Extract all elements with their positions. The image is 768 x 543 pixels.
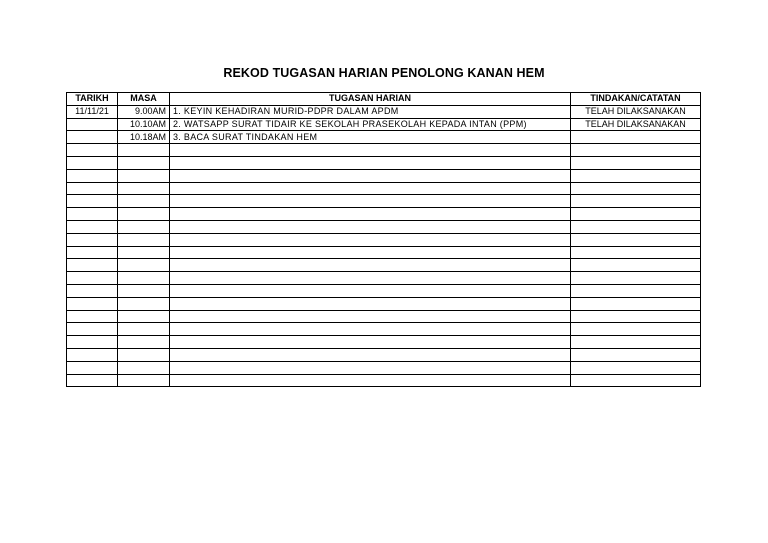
cell-date bbox=[67, 259, 118, 272]
table-row bbox=[67, 246, 701, 259]
table-row bbox=[67, 233, 701, 246]
cell-time: 10.18AM bbox=[118, 131, 170, 144]
task-log-table bbox=[66, 92, 701, 387]
table-row bbox=[67, 310, 701, 323]
cell-time bbox=[118, 323, 170, 336]
cell-date bbox=[67, 310, 118, 323]
cell-task bbox=[170, 156, 571, 169]
cell-date: 11/11/21 bbox=[67, 105, 118, 118]
cell-note bbox=[571, 284, 701, 297]
cell-date bbox=[67, 297, 118, 310]
cell-time bbox=[118, 220, 170, 233]
table-row bbox=[67, 156, 701, 169]
table-row bbox=[67, 195, 701, 208]
table-row bbox=[67, 259, 701, 272]
cell-task bbox=[170, 348, 571, 361]
header-date: TARIKH bbox=[67, 93, 118, 106]
cell-time bbox=[118, 156, 170, 169]
cell-task bbox=[170, 272, 571, 285]
table-row bbox=[67, 105, 701, 118]
cell-time bbox=[118, 182, 170, 195]
cell-note bbox=[571, 374, 701, 387]
cell-task bbox=[170, 284, 571, 297]
table-row bbox=[67, 272, 701, 285]
cell-note bbox=[571, 323, 701, 336]
cell-date bbox=[67, 323, 118, 336]
header-note: TINDAKAN/CATATAN bbox=[571, 93, 701, 106]
table-row bbox=[67, 169, 701, 182]
cell-date bbox=[67, 361, 118, 374]
table-row bbox=[67, 323, 701, 336]
cell-task bbox=[170, 233, 571, 246]
cell-date bbox=[67, 195, 118, 208]
cell-time: 10.10AM bbox=[118, 118, 170, 131]
cell-time bbox=[118, 374, 170, 387]
cell-date bbox=[67, 182, 118, 195]
cell-time bbox=[118, 336, 170, 349]
cell-task: 3. BACA SURAT TINDAKAN HEM bbox=[170, 131, 571, 144]
cell-note bbox=[571, 310, 701, 323]
cell-date bbox=[67, 246, 118, 259]
cell-date bbox=[67, 156, 118, 169]
cell-task bbox=[170, 195, 571, 208]
cell-date bbox=[67, 272, 118, 285]
cell-note bbox=[571, 195, 701, 208]
cell-note bbox=[571, 144, 701, 157]
cell-task bbox=[170, 208, 571, 221]
cell-task bbox=[170, 259, 571, 272]
header-time: MASA bbox=[118, 93, 170, 106]
table-row bbox=[67, 297, 701, 310]
cell-time bbox=[118, 195, 170, 208]
table-row bbox=[67, 144, 701, 157]
cell-task bbox=[170, 182, 571, 195]
cell-time bbox=[118, 361, 170, 374]
cell-task bbox=[170, 220, 571, 233]
cell-note bbox=[571, 348, 701, 361]
cell-date bbox=[67, 169, 118, 182]
cell-note bbox=[571, 361, 701, 374]
cell-time bbox=[118, 272, 170, 285]
cell-time bbox=[118, 348, 170, 361]
cell-date bbox=[67, 220, 118, 233]
cell-note bbox=[571, 131, 701, 144]
cell-note bbox=[571, 297, 701, 310]
cell-task: 1. KEYIN KEHADIRAN MURID-PDPR DALAM APDM bbox=[170, 105, 571, 118]
cell-time bbox=[118, 259, 170, 272]
cell-note bbox=[571, 169, 701, 182]
cell-date bbox=[67, 131, 118, 144]
cell-date bbox=[67, 208, 118, 221]
cell-note bbox=[571, 246, 701, 259]
document-title: REKOD TUGASAN HARIAN PENOLONG KANAN HEM bbox=[223, 66, 545, 80]
table-row bbox=[67, 182, 701, 195]
header-task: TUGASAN HARIAN bbox=[170, 93, 571, 106]
cell-note bbox=[571, 259, 701, 272]
cell-note bbox=[571, 272, 701, 285]
cell-task bbox=[170, 336, 571, 349]
table-row bbox=[67, 336, 701, 349]
cell-task bbox=[170, 246, 571, 259]
table-row bbox=[67, 361, 701, 374]
table-row bbox=[67, 374, 701, 387]
cell-time bbox=[118, 233, 170, 246]
cell-task bbox=[170, 297, 571, 310]
cell-date bbox=[67, 348, 118, 361]
cell-note bbox=[571, 336, 701, 349]
cell-note bbox=[571, 233, 701, 246]
cell-date bbox=[67, 284, 118, 297]
cell-time: 9.00AM bbox=[118, 105, 170, 118]
cell-date bbox=[67, 374, 118, 387]
cell-task bbox=[170, 169, 571, 182]
cell-note bbox=[571, 182, 701, 195]
cell-time bbox=[118, 144, 170, 157]
cell-task bbox=[170, 361, 571, 374]
cell-note bbox=[571, 220, 701, 233]
cell-task bbox=[170, 323, 571, 336]
cell-time bbox=[118, 246, 170, 259]
cell-date bbox=[67, 118, 118, 131]
table-row bbox=[67, 284, 701, 297]
table-row bbox=[67, 208, 701, 221]
cell-note: TELAH DILAKSANAKAN bbox=[571, 118, 701, 131]
cell-date bbox=[67, 336, 118, 349]
table-row bbox=[67, 220, 701, 233]
table-row bbox=[67, 348, 701, 361]
cell-task bbox=[170, 374, 571, 387]
table-body bbox=[67, 105, 701, 387]
cell-time bbox=[118, 169, 170, 182]
cell-time bbox=[118, 310, 170, 323]
cell-task bbox=[170, 144, 571, 157]
cell-task bbox=[170, 310, 571, 323]
cell-task: 2. WATSAPP SURAT TIDAIR KE SEKOLAH PRASEKOLAH KEPADA INTAN (PPM) bbox=[170, 118, 571, 131]
cell-time bbox=[118, 297, 170, 310]
table-header-row bbox=[67, 93, 701, 106]
cell-time bbox=[118, 284, 170, 297]
cell-date bbox=[67, 144, 118, 157]
cell-note bbox=[571, 156, 701, 169]
cell-note bbox=[571, 208, 701, 221]
table-row bbox=[67, 131, 701, 144]
cell-note: TELAH DILAKSANAKAN bbox=[571, 105, 701, 118]
cell-time bbox=[118, 208, 170, 221]
table-row bbox=[67, 118, 701, 131]
cell-date bbox=[67, 233, 118, 246]
